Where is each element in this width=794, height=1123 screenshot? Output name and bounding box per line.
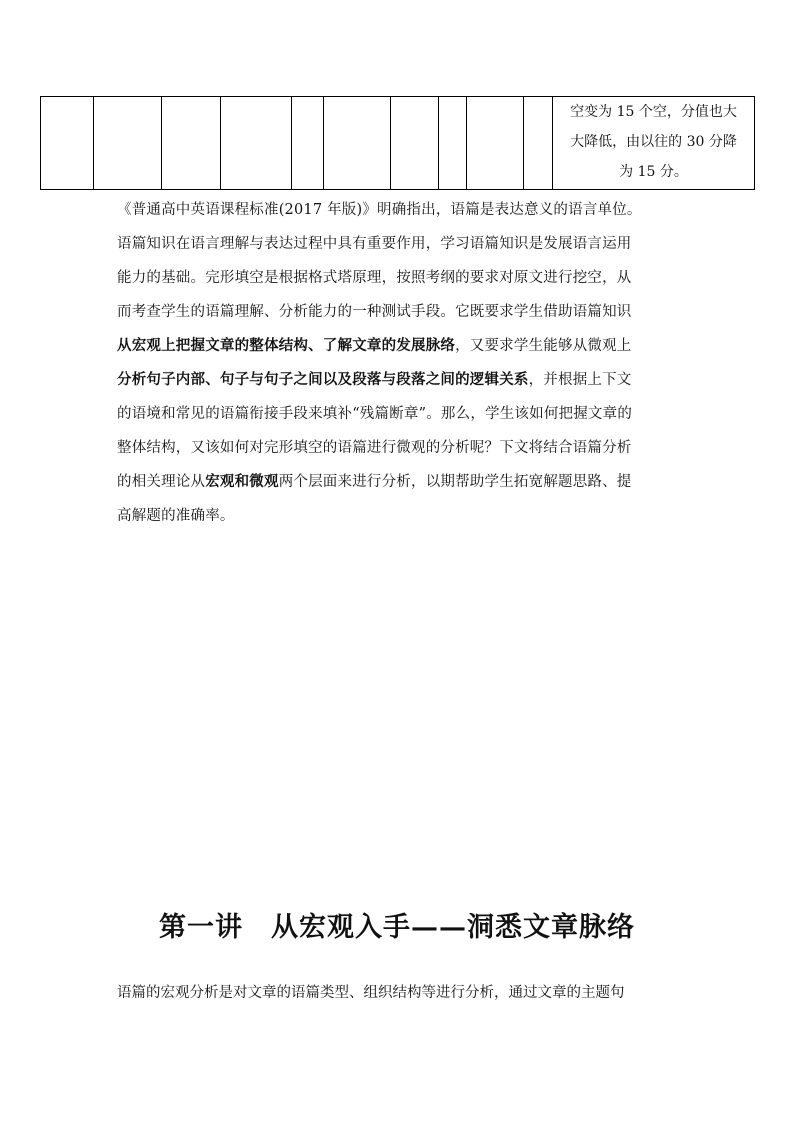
bold-text: 宏观和微观 [205, 473, 279, 490]
table-row [41, 97, 755, 190]
paragraph-line [117, 465, 680, 499]
paragraph-line [117, 261, 680, 295]
paragraph-line [117, 295, 680, 329]
text-run: 而考查学生的语篇理解、分析能力的一种测试手段。它既要求学生借助语篇知识 [117, 304, 632, 320]
note-line: 大降低，由以往的 30 分降 [570, 134, 737, 150]
summary-table [40, 96, 755, 190]
paragraph-line [117, 499, 680, 533]
paragraph-line [117, 193, 680, 227]
lecture-title: 第一讲 从宏观入手——洞悉文章脉络 [159, 912, 635, 943]
table-cell [391, 97, 439, 190]
intro-paragraph [117, 193, 680, 533]
paragraph-line [117, 329, 680, 363]
lecture-paragraph: 语篇的宏观分析是对文章的语篇类型、组织结构等进行分析，通过文章的主题句 [117, 985, 625, 1001]
bold-text: 分析句子内部、句子与句子之间以及段落与段落之间的逻辑关系 [117, 371, 529, 388]
table-cell-note [553, 97, 755, 190]
bold-text: 从宏观上把握文章的整体结构、了解文章的发展脉络 [117, 337, 456, 354]
table-cell [292, 97, 324, 190]
table-cell [41, 97, 94, 190]
paragraph-line [117, 431, 680, 465]
text-run: ，又要求学生能够从微观上 [455, 338, 632, 354]
paragraph-line [117, 227, 680, 261]
text-run: 《普通高中英语课程标准(2017 年版)》明确指出，语篇是表达意义的语言单位。 [117, 202, 642, 218]
paragraph-line [117, 363, 680, 397]
table-cell [439, 97, 467, 190]
text-run: 整体结构，又该如何对完形填空的语篇进行微观的分析呢？下文将结合语篇分析 [117, 440, 632, 456]
paragraph-line [117, 397, 680, 431]
note-line: 空变为 15 个空，分值也大 [570, 104, 737, 120]
table-cell [221, 97, 292, 190]
table-cell [467, 97, 524, 190]
text-run: 的语境和常见的语篇衔接手段来填补“残篇断章”。那么，学生该如何把握文章的 [117, 406, 633, 422]
table-cell [162, 97, 221, 190]
text-run: 高解题的准确率。 [117, 508, 235, 524]
table-cell [324, 97, 391, 190]
text-run: 语篇知识在语言理解与表达过程中具有重要作用，学习语篇知识是发展语言运用 [117, 236, 632, 252]
table-cell [94, 97, 162, 190]
text-run: 的相关理论从 [117, 474, 206, 490]
note-line: 为 15 分。 [619, 164, 688, 180]
text-run: 两个层面来进行分析，以期帮助学生拓宽解题思路、提 [278, 474, 632, 490]
table-cell [524, 97, 553, 190]
text-run: 能力的基础。完形填空是根据格式塔原理，按照考纲的要求对原文进行挖空，从 [117, 270, 632, 286]
text-run: ，并根据上下文 [528, 372, 632, 388]
